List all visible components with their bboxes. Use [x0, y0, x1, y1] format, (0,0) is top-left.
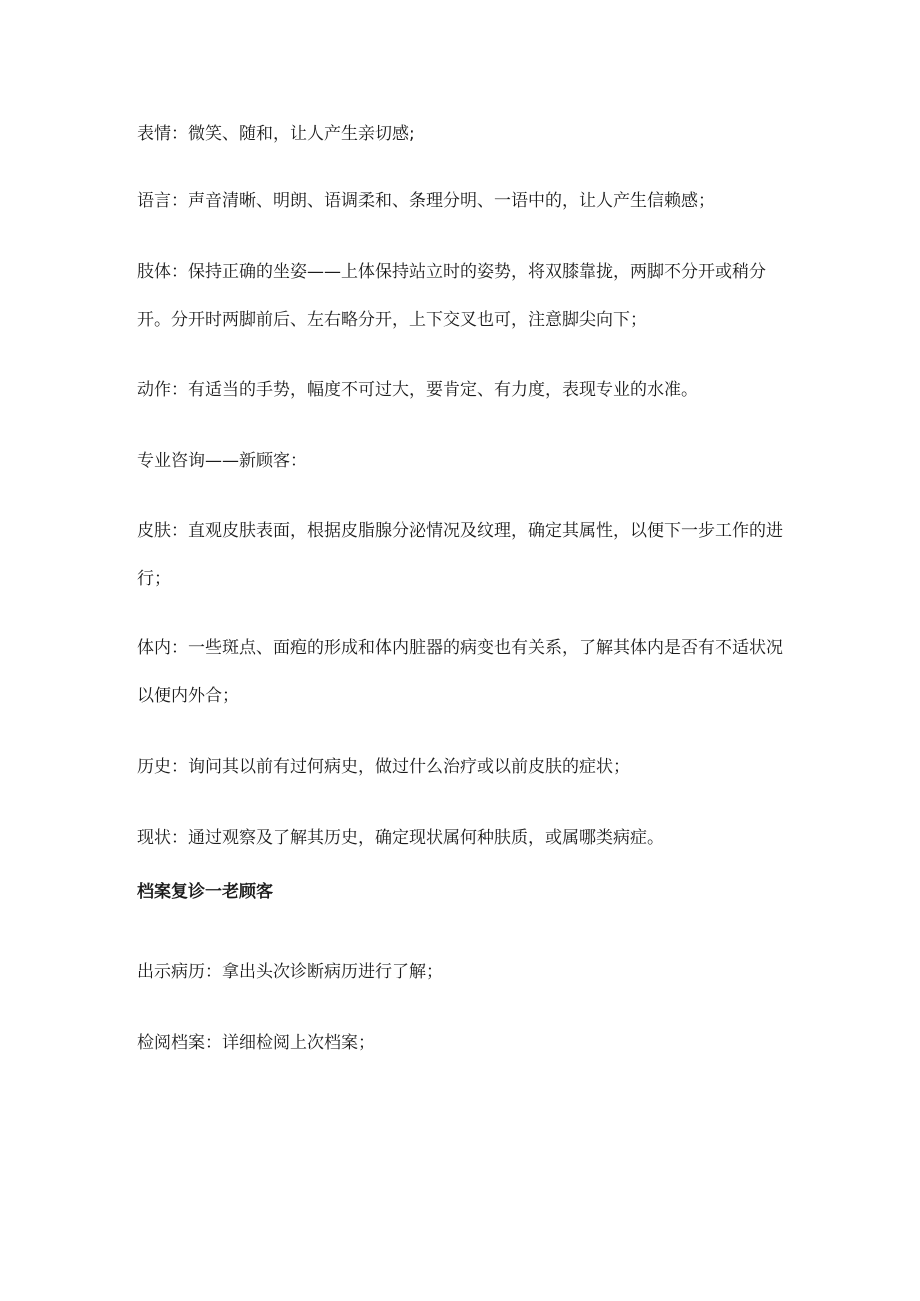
paragraph-internal: 体内：一些斑点、面疱的形成和体内脏器的病变也有关系，了解其体内是否有不适状况以便内外合； — [137, 638, 783, 706]
paragraph-expression: 表情：微笑、随和，让人产生亲切感; — [137, 124, 415, 144]
paragraph-skin: 皮肤：直观皮肤表面，根据皮脂腺分泌情况及纹理，确定其属性，以便下一步工作的进行； — [137, 521, 783, 589]
paragraph-body-posture: 肢体：保持正确的坐姿——上体保持站立时的姿势，将双膝靠拢，两脚不分开或稍分开。分开时两脚前后、左右略分开，上下交叉也可，注意脚尖向下； — [137, 262, 766, 330]
paragraph-current-status: 现状：通过观察及了解其历史，确定现状属何种肤质，或属哪类病症。 — [137, 828, 664, 848]
paragraph-consult-new-customer: 专业咨询——新顾客： — [137, 451, 307, 471]
paragraph-review-file: 检阅档案：详细检阅上次档案； — [137, 1033, 375, 1053]
section-heading-returning-customer: 档案复诊一老顾客 — [137, 882, 273, 902]
paragraph-language: 语言：声音清晰、明朗、语调柔和、条理分明、一语中的，让人产生信赖感； — [137, 191, 715, 211]
paragraph-gesture: 动作：有适当的手势，幅度不可过大，要肯定、有力度，表现专业的水准。 — [137, 380, 698, 400]
paragraph-show-record: 出示病历：拿出头次诊断病历进行了解； — [137, 962, 443, 982]
paragraph-history: 历史：询问其以前有过何病史，做过什么治疗或以前皮肤的症状； — [137, 757, 630, 777]
